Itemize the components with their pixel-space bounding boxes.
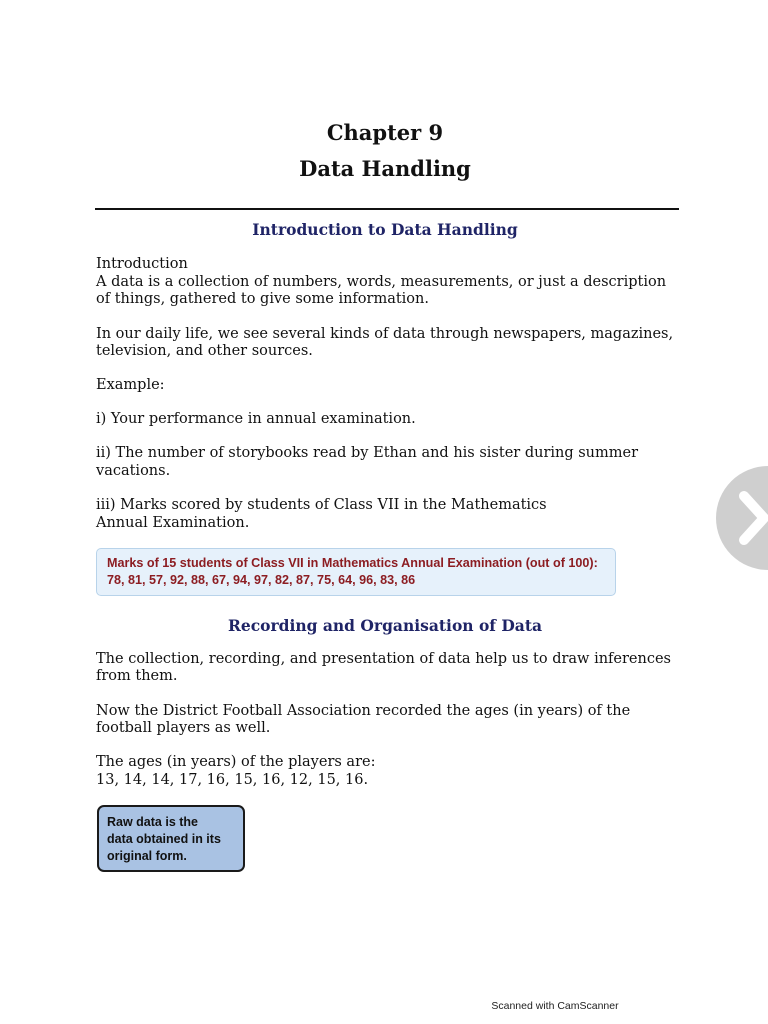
raw-data-callout [97, 805, 245, 872]
marks-data-box [96, 548, 616, 596]
example-item-1: i) Your performance in annual examination. [96, 411, 416, 427]
scanner-watermark: Scanned with CamScanner [491, 1000, 619, 1012]
example-item-3-line2: Annual Examination. [96, 515, 250, 531]
intro-definition-line2: of things, gathered to give some information. [96, 291, 429, 307]
daily-life-line2: television, and other sources. [96, 343, 313, 359]
marks-box-title: Marks of 15 students of Class VII in Mathematics Annual Examination (out of 100): [107, 556, 598, 570]
chapter-number: Chapter 9 [326, 120, 444, 145]
section-heading-recording: Recording and Organisation of Data [227, 616, 543, 635]
example-item-2-line2: vacations. [96, 463, 171, 479]
chevron-right-icon [716, 466, 768, 570]
intro-definition-line1: A data is a collection of numbers, words, measurements, or just a description [96, 274, 667, 290]
chapter-title: Data Handling [299, 156, 471, 181]
daily-life-line1: In our daily life, we see several kinds of data through newspapers, magazines, [96, 326, 674, 342]
title-divider [95, 208, 679, 210]
recording-p3-line1: The ages (in years) of the players are: [96, 754, 376, 770]
marks-box-values: 78, 81, 57, 92, 88, 67, 94, 97, 82, 87, 75, 64, 96, 83, 86 [107, 573, 416, 587]
raw-data-line1: Raw data is the [107, 815, 198, 829]
raw-data-line3: original form. [107, 849, 187, 863]
section-heading-intro: Introduction to Data Handling [252, 220, 518, 239]
recording-p1-line2: from them. [96, 668, 178, 684]
recording-p2-line1: Now the District Football Association recorded the ages (in years) of the [96, 703, 631, 719]
next-page-button[interactable] [716, 466, 768, 570]
example-item-2-line1: ii) The number of storybooks read by Ethan and his sister during summer [96, 445, 639, 461]
raw-data-line2: data obtained in its [107, 832, 221, 846]
example-label: Example: [96, 377, 165, 393]
ages-list: 13, 14, 14, 17, 16, 15, 16, 12, 15, 16. [96, 772, 369, 788]
intro-label: Introduction [96, 256, 188, 272]
recording-p1-line1: The collection, recording, and presentation of data help us to draw inferences [96, 651, 671, 667]
example-item-3-line1: iii) Marks scored by students of Class VII in the Mathematics [96, 497, 547, 513]
recording-p2-line2: football players as well. [96, 720, 271, 736]
